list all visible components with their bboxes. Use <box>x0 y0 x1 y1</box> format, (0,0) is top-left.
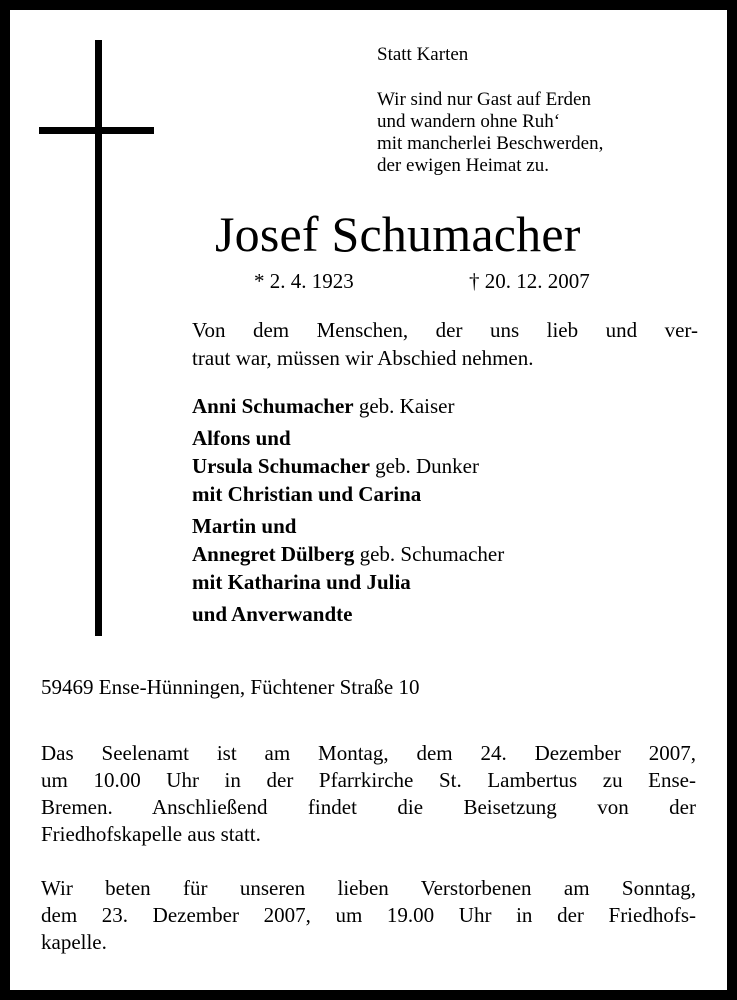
message-line: Von dem Menschen, der uns lieb und ver- <box>192 318 698 342</box>
obituary-notice <box>16 16 721 984</box>
mourners-list <box>192 392 504 628</box>
mourner-name: Anni Schumacher <box>192 394 354 418</box>
funeral-service-info <box>41 740 696 848</box>
mourner-entry <box>192 480 504 508</box>
cross-icon-bar <box>39 127 154 134</box>
prayer-line: dem 23. Dezember 2007, um 19.00 Uhr in der Friedhofs- <box>41 903 696 927</box>
mourner-entry <box>192 392 504 420</box>
message-line: traut war, müssen wir Abschied nehmen. <box>192 346 534 370</box>
death-date: † 20. 12. 2007 <box>469 269 590 293</box>
mourner-name: Ursula Schumacher <box>192 454 370 478</box>
mourner-name: Annegret Dülberg <box>192 542 355 566</box>
mourner-children: mit Christian und Carina <box>192 482 422 506</box>
mourner-entry <box>192 600 504 628</box>
prayer-service-info <box>41 875 696 956</box>
mourner-children: mit Katharina und Julia <box>192 570 411 594</box>
mourner-entry <box>192 512 504 540</box>
prayer-line: Wir beten für unseren lieben Verstorbenen am Sonntag, <box>41 876 696 900</box>
deceased-name: Josef Schumacher <box>215 206 581 262</box>
poem-line: Wir sind nur Gast auf Erden <box>377 89 591 110</box>
service-line: um 10.00 Uhr in der Pfarrkirche St. Lambertus zu Ense- <box>41 768 696 792</box>
service-line: Friedhofskapelle aus statt. <box>41 822 261 846</box>
poem <box>377 89 603 177</box>
poem-line: und wandern ohne Ruh‘ <box>377 111 561 132</box>
birth-date: * 2. 4. 1923 <box>254 269 354 293</box>
poem-line: der ewigen Heimat zu. <box>377 155 549 176</box>
mourner-entry <box>192 540 504 568</box>
family-address: 59469 Ense-Hünningen, Füchtener Straße 10 <box>41 675 420 699</box>
mourner-maiden-name: geb. Kaiser <box>353 394 455 418</box>
service-line: Das Seelenamt ist am Montag, dem 24. Dezember 2007, <box>41 741 696 765</box>
mourner-entry <box>192 452 504 480</box>
prayer-line: kapelle. <box>41 930 107 954</box>
mourner-name: Martin und <box>192 514 297 538</box>
mourner-maiden-name: geb. Dunker <box>369 454 479 478</box>
mourner-maiden-name: geb. Schumacher <box>354 542 505 566</box>
mourner-name: Alfons und <box>192 426 291 450</box>
farewell-message <box>192 316 698 372</box>
poem-line: mit mancherlei Beschwerden, <box>377 133 604 154</box>
service-line: Bremen. Anschließend findet die Beisetzung von der <box>41 795 696 819</box>
mourner-relatives: und Anverwandte <box>192 602 353 626</box>
mourner-entry <box>192 424 504 452</box>
notice-header: Statt Karten <box>377 44 469 65</box>
mourner-entry <box>192 568 504 596</box>
